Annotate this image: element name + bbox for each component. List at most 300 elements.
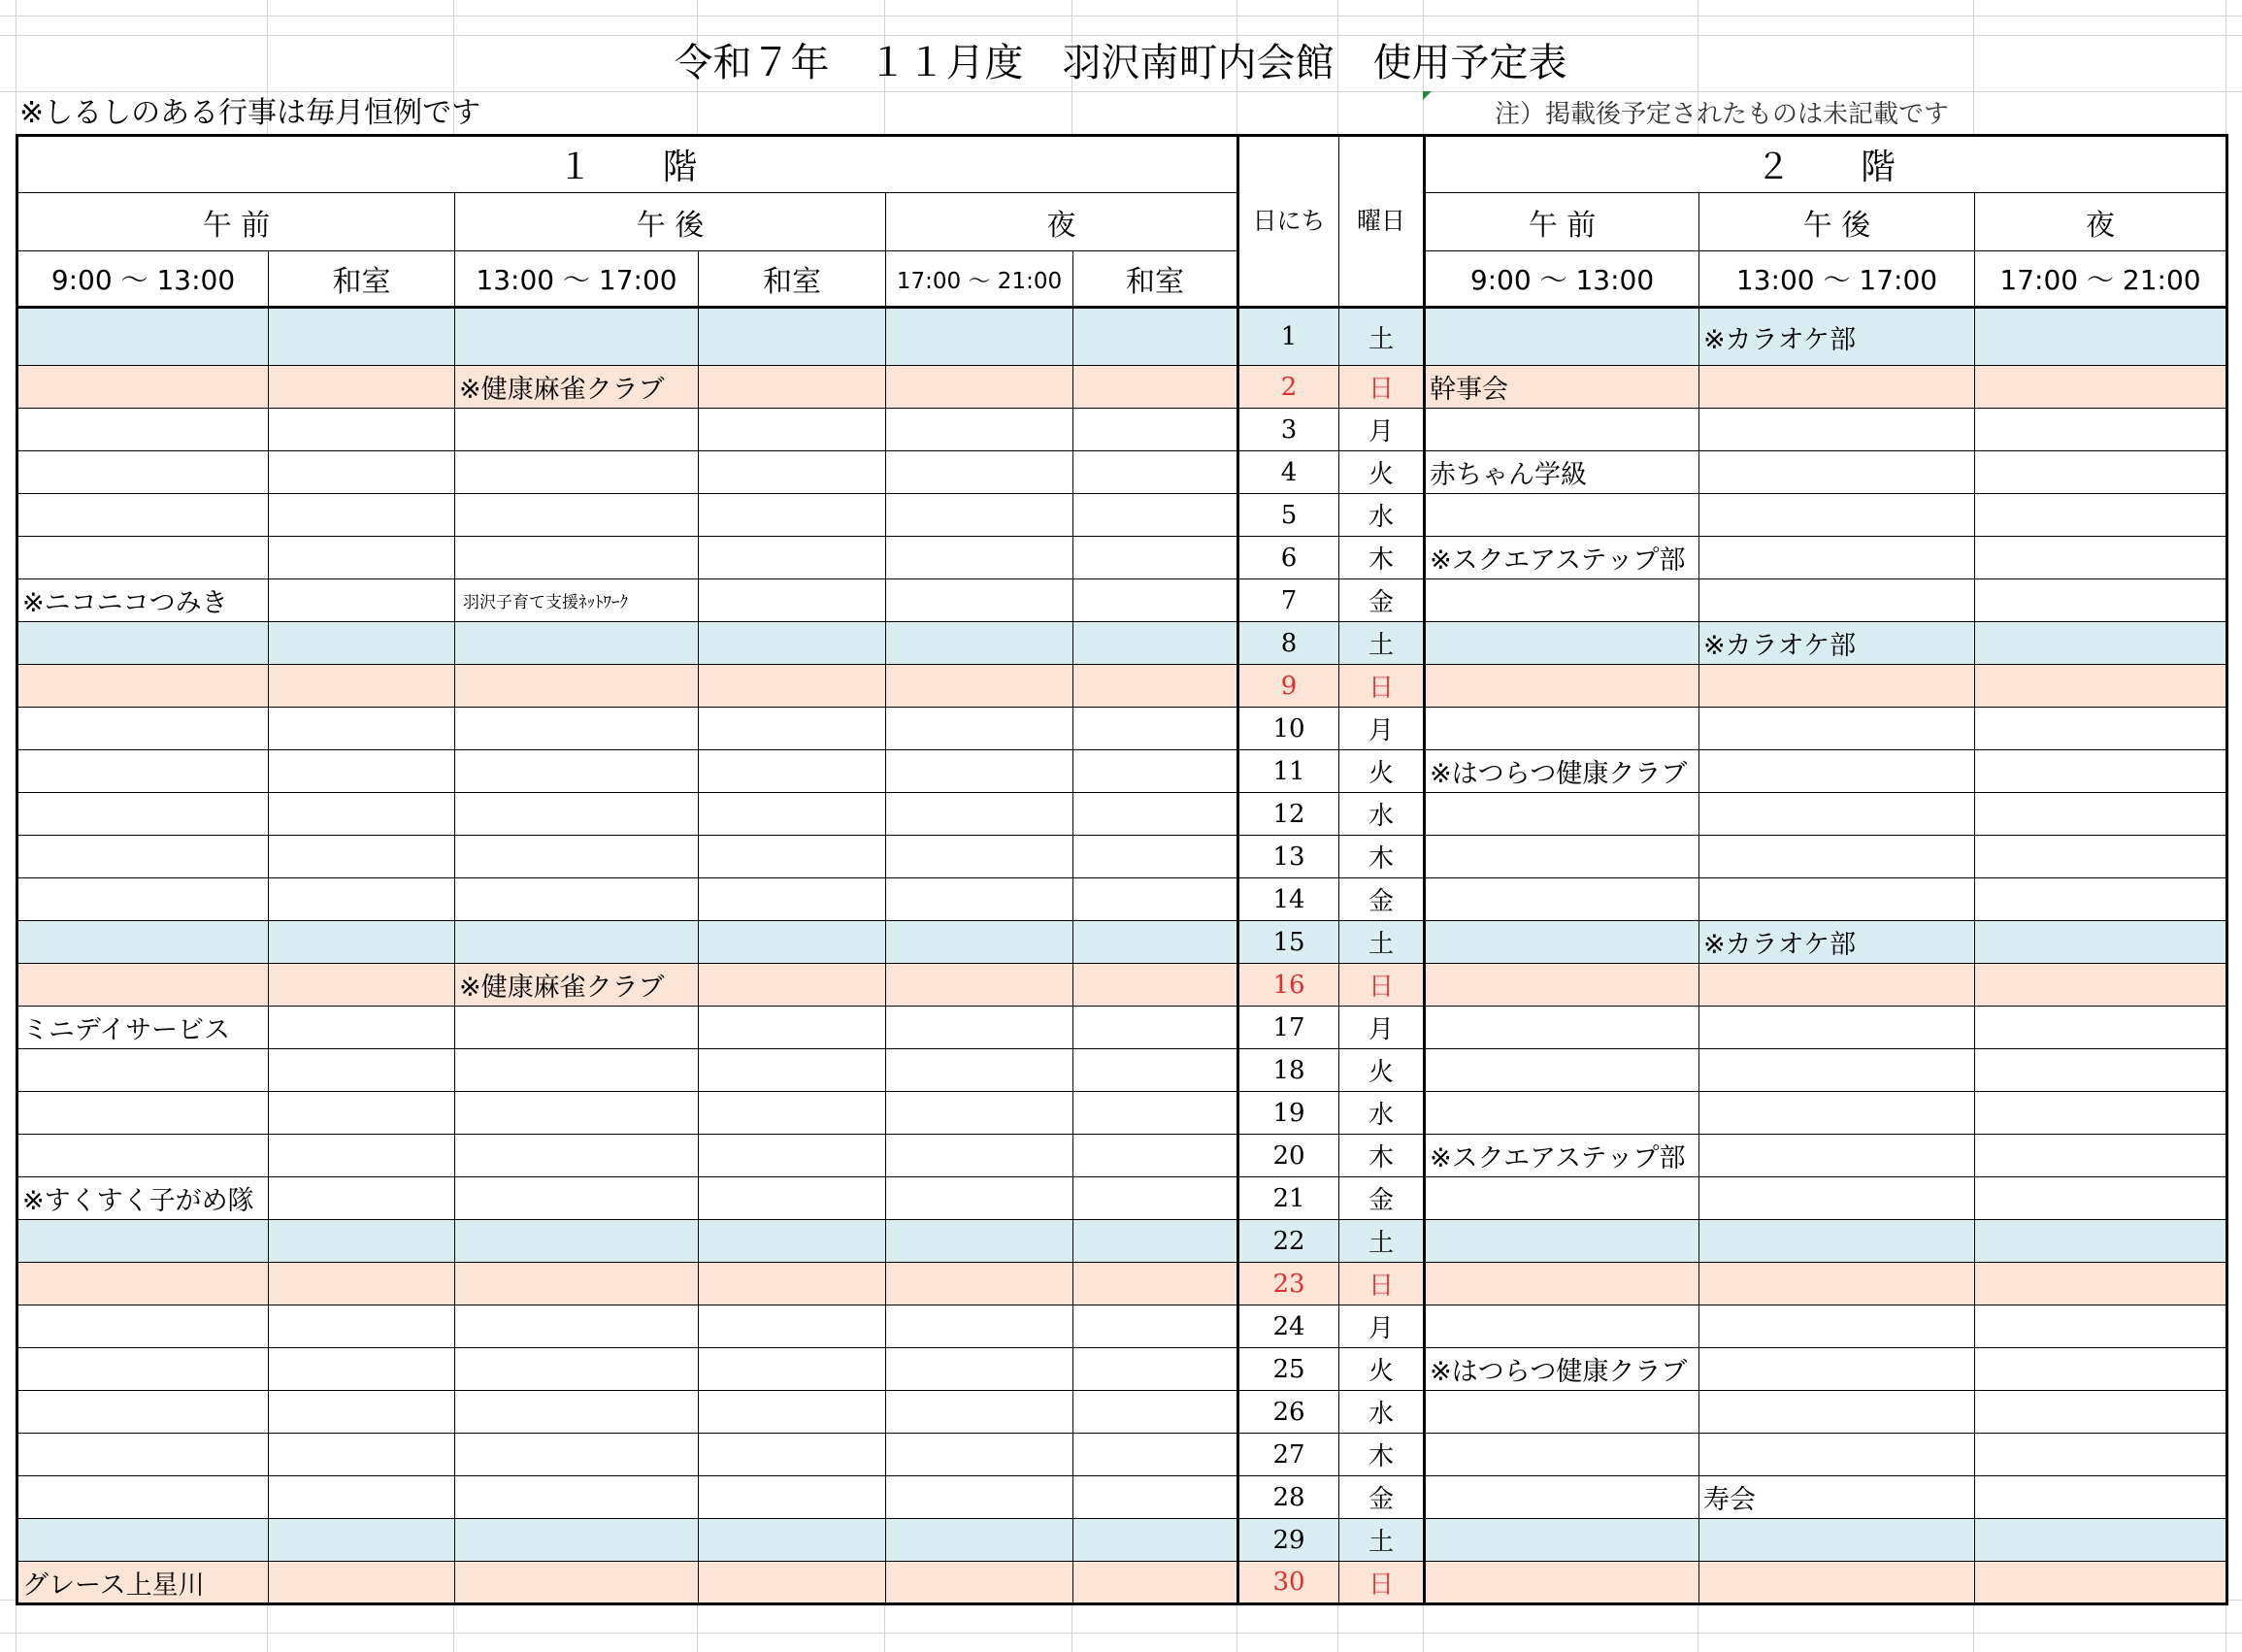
floor2-night-cell [1975, 1135, 2227, 1177]
floor1-morning-cell [17, 409, 269, 451]
floor1-morning-cell [17, 1049, 269, 1092]
floor2-night-cell [1975, 409, 2227, 451]
floor1-morning-cell [17, 537, 269, 579]
floor1-afternoon-cell [455, 750, 699, 793]
floor1-night-cell [886, 1305, 1073, 1348]
weekday: 火 [1339, 1049, 1425, 1092]
floor2-night-cell [1975, 1220, 2227, 1263]
day-number: 6 [1238, 537, 1339, 579]
schedule-row [17, 308, 2227, 366]
floor2-morning-cell [1425, 836, 1699, 878]
floor1-afternoon-washitsu-cell [699, 579, 886, 622]
floor1-night-washitsu-cell [1073, 1562, 1238, 1604]
floor1-night-cell [886, 451, 1073, 494]
floor2-night-cell [1975, 1263, 2227, 1305]
floor1-afternoon-washitsu-cell [699, 964, 886, 1007]
floor1-morning-washitsu-cell [269, 1562, 455, 1604]
day-number: 3 [1238, 409, 1339, 451]
schedule-row [17, 750, 2227, 793]
schedule-row [17, 1135, 2227, 1177]
schedule-row [17, 409, 2227, 451]
floor1-night-washitsu-cell [1073, 1519, 1238, 1562]
weekday: 木 [1339, 1135, 1425, 1177]
schedule-row [17, 1519, 2227, 1562]
floor2-morning-cell [1425, 708, 1699, 750]
floor2-afternoon-cell [1699, 1263, 1975, 1305]
floor1-night-washitsu-cell [1073, 1220, 1238, 1263]
floor2-morning-cell [1425, 878, 1699, 921]
floor1-night-cell [886, 494, 1073, 537]
floor2-night-cell [1975, 579, 2227, 622]
schedule-row [17, 1305, 2227, 1348]
weekday: 土 [1339, 1519, 1425, 1562]
floor1-morning-cell: ※すくすく子がめ隊 [17, 1177, 269, 1220]
floor2-morning-cell [1425, 1177, 1699, 1220]
floor1-night-washitsu-cell [1073, 878, 1238, 921]
floor1-morning-washitsu-cell [269, 622, 455, 665]
schedule-row [17, 1476, 2227, 1519]
floor1-night-cell [886, 308, 1073, 366]
floor1-morning-washitsu-cell [269, 964, 455, 1007]
floor1-afternoon-cell [455, 1092, 699, 1135]
floor1-night-washitsu-cell [1073, 708, 1238, 750]
floor2-night-cell [1975, 793, 2227, 836]
floor1-night-washitsu-cell [1073, 921, 1238, 964]
floor1-morning-cell [17, 308, 269, 366]
floor1-morning-cell [17, 622, 269, 665]
floor2-morning-cell [1425, 1263, 1699, 1305]
floor1-morning-washitsu-cell [269, 708, 455, 750]
floor1-night-cell [886, 921, 1073, 964]
schedule-row [17, 1092, 2227, 1135]
schedule-row [17, 1263, 2227, 1305]
floor2-morning-cell [1425, 308, 1699, 366]
floor1-afternoon-cell [455, 1263, 699, 1305]
floor2-morning-cell [1425, 793, 1699, 836]
weekday: 水 [1339, 793, 1425, 836]
floor2-afternoon-time: 13:00 ～ 17:00 [1699, 251, 1975, 308]
floor1-morning-washitsu-cell [269, 494, 455, 537]
floor2-night-cell [1975, 1434, 2227, 1476]
floor1-afternoon-cell [455, 494, 699, 537]
floor1-morning-washitsu-cell [269, 921, 455, 964]
floor1-afternoon-washitsu-cell [699, 451, 886, 494]
weekday: 日 [1339, 366, 1425, 409]
floor1-night-washitsu-cell [1073, 308, 1238, 366]
floor2-morning-cell [1425, 1391, 1699, 1434]
floor1-night-washitsu-cell [1073, 1391, 1238, 1434]
floor2-afternoon-cell: 寿会 [1699, 1476, 1975, 1519]
floor2-night-cell [1975, 1562, 2227, 1604]
floor2-afternoon-cell [1699, 494, 1975, 537]
floor2-afternoon-cell [1699, 793, 1975, 836]
floor2-afternoon-cell [1699, 1177, 1975, 1220]
weekday: 月 [1339, 409, 1425, 451]
weekday: 日 [1339, 1562, 1425, 1604]
day-number: 21 [1238, 1177, 1339, 1220]
floor1-morning-cell: ※ニコニコつみき [17, 579, 269, 622]
floor2-night-cell [1975, 308, 2227, 366]
floor1-afternoon-cell [455, 1007, 699, 1049]
floor1-night-washitsu-cell [1073, 1305, 1238, 1348]
floor1-afternoon-washitsu-cell [699, 1007, 886, 1049]
floor1-morning-washitsu-cell [269, 1220, 455, 1263]
floor1-afternoon-cell [455, 1476, 699, 1519]
floor1-night-cell [886, 622, 1073, 665]
weekday: 木 [1339, 1434, 1425, 1476]
floor2-afternoon-cell [1699, 1348, 1975, 1391]
floor2-afternoon-cell: ※カラオケ部 [1699, 622, 1975, 665]
floor1-afternoon-cell [455, 622, 699, 665]
floor1-morning-cell [17, 494, 269, 537]
floor1-night-cell [886, 1348, 1073, 1391]
floor2-night-cell [1975, 1049, 2227, 1092]
floor2-morning-cell: ※スクエアステップ部 [1425, 1135, 1699, 1177]
floor1-morning-washitsu: 和室 [269, 251, 455, 308]
floor1-title: １ 階 [17, 136, 1238, 193]
day-number: 23 [1238, 1263, 1339, 1305]
floor2-night-cell [1975, 537, 2227, 579]
floor1-afternoon-cell [455, 1348, 699, 1391]
floor1-morning-washitsu-cell [269, 1092, 455, 1135]
floor1-morning-cell: ミニデイサービス [17, 1007, 269, 1049]
floor1-night-cell [886, 1007, 1073, 1049]
day-number: 9 [1238, 665, 1339, 708]
weekday: 火 [1339, 451, 1425, 494]
floor1-afternoon-cell [455, 1305, 699, 1348]
floor1-morning-cell [17, 836, 269, 878]
weekday: 金 [1339, 878, 1425, 921]
floor1-night-cell [886, 1263, 1073, 1305]
floor2-morning-cell [1425, 1519, 1699, 1562]
day-number: 5 [1238, 494, 1339, 537]
floor1-afternoon-cell [455, 308, 699, 366]
floor1-night-washitsu-cell [1073, 537, 1238, 579]
floor1-afternoon-cell [455, 708, 699, 750]
floor1-night-header: 夜 [886, 193, 1238, 251]
schedule-row [17, 836, 2227, 878]
floor1-morning-washitsu-cell [269, 451, 455, 494]
floor1-afternoon-washitsu-cell [699, 708, 886, 750]
floor1-morning-washitsu-cell [269, 537, 455, 579]
floor1-night-washitsu-cell [1073, 964, 1238, 1007]
floor2-afternoon-cell [1699, 1519, 1975, 1562]
floor1-night-cell [886, 366, 1073, 409]
floor2-afternoon-cell [1699, 708, 1975, 750]
weekday: 木 [1339, 537, 1425, 579]
schedule-row [17, 793, 2227, 836]
weekday: 日 [1339, 665, 1425, 708]
floor2-morning-cell [1425, 1434, 1699, 1476]
floor2-afternoon-cell [1699, 537, 1975, 579]
floor2-morning-cell: ※スクエアステップ部 [1425, 537, 1699, 579]
floor1-afternoon-cell [455, 665, 699, 708]
floor1-night-cell [886, 579, 1073, 622]
floor2-morning-cell [1425, 1092, 1699, 1135]
floor1-afternoon-cell: 羽沢子育て支援ﾈｯﾄﾜｰｸ [455, 579, 699, 622]
floor1-night-washitsu-cell [1073, 1007, 1238, 1049]
note-recurring: ※しるしのある行事は毎月恒例です [19, 96, 481, 130]
day-number: 27 [1238, 1434, 1339, 1476]
day-number: 19 [1238, 1092, 1339, 1135]
floor1-night-cell [886, 1434, 1073, 1476]
schedule-row [17, 451, 2227, 494]
floor1-afternoon-washitsu-cell [699, 1263, 886, 1305]
floor1-morning-washitsu-cell [269, 1348, 455, 1391]
day-number: 16 [1238, 964, 1339, 1007]
floor1-morning-cell [17, 1092, 269, 1135]
floor1-afternoon-washitsu-cell [699, 1135, 886, 1177]
floor1-morning-washitsu-cell [269, 1476, 455, 1519]
floor1-night-cell [886, 750, 1073, 793]
floor2-afternoon-cell [1699, 366, 1975, 409]
schedule-row [17, 366, 2227, 409]
floor1-afternoon-washitsu-cell [699, 1220, 886, 1263]
floor1-morning-header: 午 前 [17, 193, 455, 251]
day-column-header: 日にち [1238, 136, 1339, 308]
floor1-morning-washitsu-cell [269, 1519, 455, 1562]
weekday: 火 [1339, 1348, 1425, 1391]
floor1-night-cell [886, 1391, 1073, 1434]
schedule-row [17, 622, 2227, 665]
floor1-afternoon-cell [455, 1177, 699, 1220]
floor2-afternoon-cell [1699, 750, 1975, 793]
floor1-morning-cell [17, 878, 269, 921]
floor2-morning-cell: ※はつらつ健康クラブ [1425, 750, 1699, 793]
floor2-morning-cell: 赤ちゃん学級 [1425, 451, 1699, 494]
floor2-morning-cell [1425, 1562, 1699, 1604]
floor1-afternoon-washitsu-cell [699, 1049, 886, 1092]
day-number: 11 [1238, 750, 1339, 793]
floor1-morning-washitsu-cell [269, 1049, 455, 1092]
day-number: 1 [1238, 308, 1339, 366]
weekday: 水 [1339, 1092, 1425, 1135]
floor1-afternoon-cell [455, 1391, 699, 1434]
floor1-morning-cell [17, 921, 269, 964]
floor1-morning-cell: グレース上星川 [17, 1562, 269, 1604]
day-number: 25 [1238, 1348, 1339, 1391]
floor2-night-cell [1975, 1391, 2227, 1434]
floor1-morning-cell [17, 1519, 269, 1562]
floor1-afternoon-washitsu-cell [699, 750, 886, 793]
floor1-night-time: 17:00 ～ 21:00 [886, 251, 1073, 308]
schedule-row [17, 665, 2227, 708]
floor1-night-washitsu-cell [1073, 1092, 1238, 1135]
day-number: 7 [1238, 579, 1339, 622]
floor1-afternoon-time: 13:00 ～ 17:00 [455, 251, 699, 308]
weekday: 水 [1339, 494, 1425, 537]
floor2-afternoon-cell [1699, 1434, 1975, 1476]
day-number: 15 [1238, 921, 1339, 964]
floor2-morning-header: 午 前 [1425, 193, 1699, 251]
schedule-row [17, 1562, 2227, 1604]
floor1-morning-washitsu-cell [269, 579, 455, 622]
floor1-afternoon-cell [455, 1434, 699, 1476]
floor2-afternoon-cell [1699, 579, 1975, 622]
weekday: 土 [1339, 622, 1425, 665]
floor1-night-cell [886, 1476, 1073, 1519]
floor1-afternoon-washitsu-cell [699, 1476, 886, 1519]
floor1-night-cell [886, 1519, 1073, 1562]
grid-line [0, 91, 2242, 92]
floor1-morning-washitsu-cell [269, 409, 455, 451]
floor2-night-cell [1975, 1177, 2227, 1220]
floor2-morning-cell [1425, 1305, 1699, 1348]
floor2-afternoon-cell [1699, 1305, 1975, 1348]
floor2-afternoon-cell [1699, 1220, 1975, 1263]
floor1-morning-washitsu-cell [269, 836, 455, 878]
floor2-night-cell [1975, 451, 2227, 494]
floor2-night-cell [1975, 1007, 2227, 1049]
floor2-night-cell [1975, 878, 2227, 921]
floor1-afternoon-washitsu-cell [699, 1092, 886, 1135]
floor2-night-cell [1975, 665, 2227, 708]
floor1-night-cell [886, 1220, 1073, 1263]
floor1-night-cell [886, 1562, 1073, 1604]
floor1-afternoon-cell [455, 537, 699, 579]
floor1-night-washitsu-cell [1073, 579, 1238, 622]
floor1-afternoon-washitsu-cell [699, 1177, 886, 1220]
floor1-afternoon-washitsu-cell [699, 366, 886, 409]
floor2-night-cell [1975, 1348, 2227, 1391]
day-number: 20 [1238, 1135, 1339, 1177]
floor2-morning-cell: 幹事会 [1425, 366, 1699, 409]
floor1-morning-cell [17, 451, 269, 494]
floor1-morning-cell [17, 366, 269, 409]
floor2-afternoon-cell [1699, 964, 1975, 1007]
floor1-morning-cell [17, 1434, 269, 1476]
schedule-row [17, 964, 2227, 1007]
floor2-night-time: 17:00 ～ 21:00 [1975, 251, 2227, 308]
floor2-morning-cell [1425, 921, 1699, 964]
schedule-row [17, 1049, 2227, 1092]
floor1-afternoon-washitsu-cell [699, 1305, 886, 1348]
grid-line [0, 1633, 2242, 1634]
schedule-row [17, 579, 2227, 622]
floor2-night-cell [1975, 836, 2227, 878]
floor2-afternoon-cell: ※カラオケ部 [1699, 308, 1975, 366]
floor2-title: ２ 階 [1425, 136, 2227, 193]
floor1-night-washitsu-cell [1073, 1177, 1238, 1220]
floor2-morning-cell [1425, 494, 1699, 537]
schedule-row [17, 878, 2227, 921]
floor1-morning-cell [17, 1220, 269, 1263]
floor1-night-cell [886, 878, 1073, 921]
floor2-morning-cell: ※はつらつ健康クラブ [1425, 1348, 1699, 1391]
floor1-night-washitsu-cell [1073, 750, 1238, 793]
schedule-table [16, 134, 2228, 1605]
floor1-afternoon-cell [455, 1220, 699, 1263]
floor2-night-cell [1975, 622, 2227, 665]
floor1-afternoon-cell [455, 793, 699, 836]
floor1-night-washitsu-cell [1073, 1434, 1238, 1476]
floor1-morning-washitsu-cell [269, 1263, 455, 1305]
schedule-row [17, 921, 2227, 964]
floor1-afternoon-washitsu-cell [699, 1348, 886, 1391]
floor1-morning-washitsu-cell [269, 1434, 455, 1476]
day-number: 26 [1238, 1391, 1339, 1434]
floor1-night-cell [886, 1092, 1073, 1135]
day-number: 30 [1238, 1562, 1339, 1604]
floor1-morning-cell [17, 793, 269, 836]
floor1-afternoon-washitsu-cell [699, 793, 886, 836]
floor1-afternoon-cell [455, 451, 699, 494]
floor1-night-washitsu-cell [1073, 1263, 1238, 1305]
floor1-morning-cell [17, 665, 269, 708]
comment-marker [1423, 91, 1432, 100]
floor1-morning-washitsu-cell [269, 366, 455, 409]
floor1-morning-cell [17, 1263, 269, 1305]
floor1-morning-cell [17, 750, 269, 793]
day-number: 28 [1238, 1476, 1339, 1519]
floor1-morning-cell [17, 1135, 269, 1177]
schedule-row [17, 708, 2227, 750]
floor1-afternoon-cell [455, 1049, 699, 1092]
floor1-night-washitsu-cell [1073, 494, 1238, 537]
schedule-row [17, 537, 2227, 579]
floor1-morning-cell [17, 1391, 269, 1434]
weekday: 木 [1339, 836, 1425, 878]
floor1-morning-time: 9:00 ～ 13:00 [17, 251, 269, 308]
floor2-afternoon-cell [1699, 409, 1975, 451]
floor1-morning-washitsu-cell [269, 1391, 455, 1434]
floor1-morning-washitsu-cell [269, 308, 455, 366]
floor1-morning-cell [17, 964, 269, 1007]
floor1-afternoon-cell [455, 409, 699, 451]
floor2-night-cell [1975, 494, 2227, 537]
floor2-morning-cell [1425, 1476, 1699, 1519]
floor2-afternoon-cell [1699, 878, 1975, 921]
weekday: 日 [1339, 964, 1425, 1007]
floor1-morning-washitsu-cell [269, 1305, 455, 1348]
day-number: 17 [1238, 1007, 1339, 1049]
floor2-afternoon-cell [1699, 1007, 1975, 1049]
floor2-night-header: 夜 [1975, 193, 2227, 251]
weekday: 土 [1339, 308, 1425, 366]
floor1-morning-washitsu-cell [269, 1177, 455, 1220]
floor1-night-cell [886, 1135, 1073, 1177]
floor1-night-washitsu-cell [1073, 665, 1238, 708]
floor1-night-washitsu-cell [1073, 1476, 1238, 1519]
floor1-morning-cell [17, 708, 269, 750]
weekday: 金 [1339, 1476, 1425, 1519]
floor1-afternoon-washitsu: 和室 [699, 251, 886, 308]
schedule-row [17, 1007, 2227, 1049]
floor1-night-washitsu-cell [1073, 1135, 1238, 1177]
floor1-afternoon-washitsu-cell [699, 665, 886, 708]
floor1-night-washitsu-cell [1073, 366, 1238, 409]
floor1-afternoon-cell [455, 878, 699, 921]
floor1-night-washitsu-cell [1073, 451, 1238, 494]
floor1-morning-cell [17, 1305, 269, 1348]
floor2-night-cell [1975, 1305, 2227, 1348]
page-title: 令和７年 １１月度 羽沢南町内会館 使用予定表 [674, 41, 1567, 85]
note-unlisted: 注）掲載後予定されたものは未記載です [1495, 100, 1950, 129]
floor1-morning-washitsu-cell [269, 750, 455, 793]
floor1-afternoon-cell: ※健康麻雀クラブ [455, 964, 699, 1007]
floor1-night-cell [886, 793, 1073, 836]
floor2-afternoon-cell [1699, 1135, 1975, 1177]
schedule-row [17, 1220, 2227, 1263]
floor1-afternoon-washitsu-cell [699, 409, 886, 451]
floor1-afternoon-washitsu-cell [699, 1391, 886, 1434]
day-number: 22 [1238, 1220, 1339, 1263]
floor1-night-cell [886, 708, 1073, 750]
floor1-afternoon-cell [455, 921, 699, 964]
floor1-afternoon-washitsu-cell [699, 921, 886, 964]
day-number: 12 [1238, 793, 1339, 836]
grid-line [0, 16, 2242, 17]
